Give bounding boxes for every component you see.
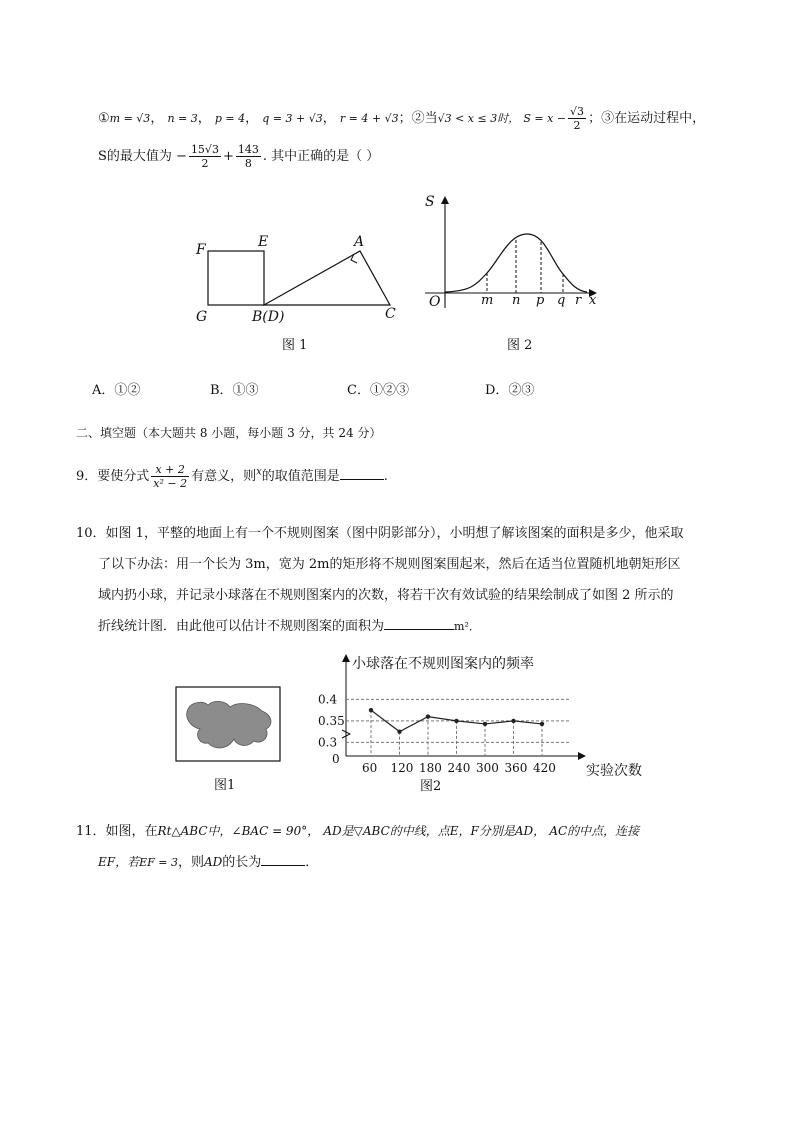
- q10-figure-1: [170, 683, 290, 795]
- data-point: [454, 719, 458, 723]
- chart-origin-label: 0: [332, 752, 340, 766]
- q10-fig2-caption: 图2: [420, 779, 442, 794]
- data-point: [397, 729, 401, 733]
- q10-line3: 域内扔小球，并记录小球落在不规则图案内的次数，将若干次有效试验的结果绘制成了如图 2 所示的: [98, 588, 674, 603]
- max-value-text: S的最大值为 −: [98, 149, 187, 164]
- q11-ac: AC的中点，连接: [549, 824, 640, 838]
- q11-then: ，则: [177, 855, 204, 870]
- fraction-numerator: 143: [237, 143, 259, 156]
- r-equation: r = 4 + √3: [339, 112, 399, 125]
- label-a: A: [354, 234, 365, 250]
- label-f: F: [196, 242, 206, 258]
- q11-ef: EF，若: [98, 855, 140, 869]
- x-tick-label: 180: [419, 761, 442, 775]
- section-heading: 二、填空题（本大题共 8 小题，每小题 3 分，共 24 分）: [76, 426, 382, 440]
- data-point: [369, 708, 373, 712]
- q11-prefix: 11．如图，在: [76, 824, 158, 839]
- q11-ad3: AD: [203, 855, 223, 869]
- q9-prefix: 9．要使分式: [76, 469, 150, 484]
- label-m: m: [481, 293, 494, 308]
- x-tick-label: 120: [390, 761, 414, 775]
- q10-unit: m²．: [454, 620, 480, 633]
- fraction-143-over-8: [236, 143, 261, 170]
- option-b[interactable]: B．①③: [210, 383, 259, 398]
- fraction-numerator: √3: [570, 105, 585, 118]
- label-o: O: [429, 294, 441, 310]
- chart-x-label: 实验次数: [586, 763, 642, 779]
- fraction-numerator: 15√3: [190, 143, 219, 156]
- x-tick-label: 240: [447, 761, 471, 775]
- data-point: [483, 722, 487, 726]
- m-equation: m = √3: [109, 112, 151, 125]
- data-point: [511, 719, 515, 723]
- fig1-caption: 图 1: [282, 338, 308, 353]
- q9-suffix: 的取值范围是: [261, 469, 340, 484]
- fraction-numerator: x + 2: [151, 463, 189, 477]
- statement-three: ；③在运动过程中，: [588, 111, 706, 126]
- q10-fig1-caption: 图1: [214, 778, 236, 793]
- y-axis-arrow: [441, 196, 449, 204]
- q9-answer-blank[interactable]: [340, 467, 384, 480]
- plus-sign: +: [222, 149, 234, 164]
- q10-line4: [98, 615, 480, 634]
- q11-e: E，: [449, 824, 471, 838]
- y-tick-label: 0.35: [318, 713, 345, 728]
- fraction-denominator: 2: [573, 119, 581, 132]
- q9-end: .: [383, 469, 388, 484]
- label-c: C: [385, 306, 396, 322]
- q11-ad: AD是: [323, 824, 354, 838]
- label-r: r: [575, 293, 582, 308]
- q9-mid: 有意义，则: [191, 469, 257, 484]
- chart-marks: [369, 708, 544, 734]
- label-e: E: [258, 234, 269, 250]
- n-equation: n = 3: [167, 112, 198, 125]
- chart-grid: [346, 699, 570, 756]
- q11-abc: ▽ABC的中线，点: [353, 824, 450, 838]
- s-equation: S = x −: [523, 112, 567, 125]
- square-efgd: [208, 251, 264, 305]
- frequency-line-chart: [316, 648, 642, 798]
- option-d[interactable]: D．②③: [485, 383, 535, 398]
- statement-two-prefix: ；②当: [398, 111, 438, 126]
- condition: √3 < x ≤ 3时，: [437, 112, 520, 125]
- fraction-denominator: 2: [201, 157, 209, 170]
- p-equation: p = 4: [214, 112, 246, 125]
- q8-figure-1: [190, 225, 410, 360]
- q10-line1: 10．如图 1，平整的地面上有一个不规则图案（图中阴影部分），小明想了解该图案的面积是多少，他采取: [76, 526, 684, 541]
- label-g: G: [196, 309, 208, 325]
- q11-ad2: AD，: [514, 824, 546, 838]
- q10-line4-text: 折线统计图．由此他可以估计不规则图案的面积为: [98, 619, 385, 634]
- q9-line: [76, 463, 388, 490]
- right-triangle-abc: [264, 251, 390, 305]
- q11-end: ．: [305, 855, 319, 870]
- label-q: q: [557, 293, 566, 308]
- option-c[interactable]: C．①②③: [347, 383, 409, 398]
- fraction-15sqrt3-over-2: [189, 143, 221, 170]
- q-equation: q = 3 + √3: [262, 112, 323, 125]
- q8-line2: [98, 143, 379, 170]
- option-a[interactable]: A．①②: [92, 383, 141, 398]
- data-point: [426, 714, 430, 718]
- q11-line2: [98, 851, 318, 870]
- q11-line1: [76, 820, 639, 839]
- y-tick-label: 0.4: [318, 692, 338, 707]
- x-tick-label: 420: [533, 761, 556, 775]
- q11-length: 的长为: [222, 855, 262, 870]
- chart-y-axis-arrow: [342, 654, 350, 662]
- q10-line2: 了以下办法：用一个长为 3m，宽为 2m的矩形将不规则图案围起来，然后在适当位置随机地朝矩形区: [98, 557, 681, 572]
- circle-one: ①: [98, 111, 110, 126]
- q11-rt: Rt△ABC中，: [157, 824, 232, 838]
- chart-x-axis-arrow: [578, 752, 586, 760]
- chart-ticks: [318, 692, 556, 775]
- x-tick-label: 60: [362, 761, 378, 775]
- label-bd: B(D): [252, 309, 285, 325]
- question-end: . 其中正确的是（ ）: [262, 149, 380, 164]
- chart-title: 小球落在不规则图案内的频率: [352, 656, 534, 672]
- label-p: p: [536, 293, 545, 308]
- y-tick-label: 0.3: [318, 735, 338, 750]
- q11-answer-blank[interactable]: [261, 853, 305, 866]
- irregular-shape: [187, 701, 271, 748]
- q8-line1: ①m = √3， n = 3， p = 4， q = 3 + √3， r = 4 + √3；②当√3 < x ≤ 3时， S = x − $\frac{√3}{2}$ ；③在运动过程中，: [98, 105, 706, 132]
- label-x: x: [589, 293, 597, 308]
- q9-fraction: [151, 463, 189, 490]
- q11-angle: ∠BAC = 90°，: [231, 824, 320, 838]
- q11-ef-eq: EF = 3: [139, 856, 178, 869]
- q10-answer-blank[interactable]: [384, 617, 454, 630]
- fraction-denominator: x² − 2: [153, 477, 188, 490]
- data-point: [540, 722, 544, 726]
- fig2-caption: 图 2: [507, 338, 533, 353]
- label-n: n: [512, 293, 521, 308]
- q9-var: x: [256, 466, 262, 478]
- q11-f: F分别是: [470, 824, 515, 838]
- x-tick-label: 360: [504, 761, 528, 775]
- q8-figure-2: [415, 190, 610, 360]
- label-s: S: [425, 194, 435, 210]
- fraction-denominator: 8: [244, 157, 252, 170]
- x-tick-label: 300: [476, 761, 499, 775]
- fraction-sqrt3-over-2: [568, 105, 586, 132]
